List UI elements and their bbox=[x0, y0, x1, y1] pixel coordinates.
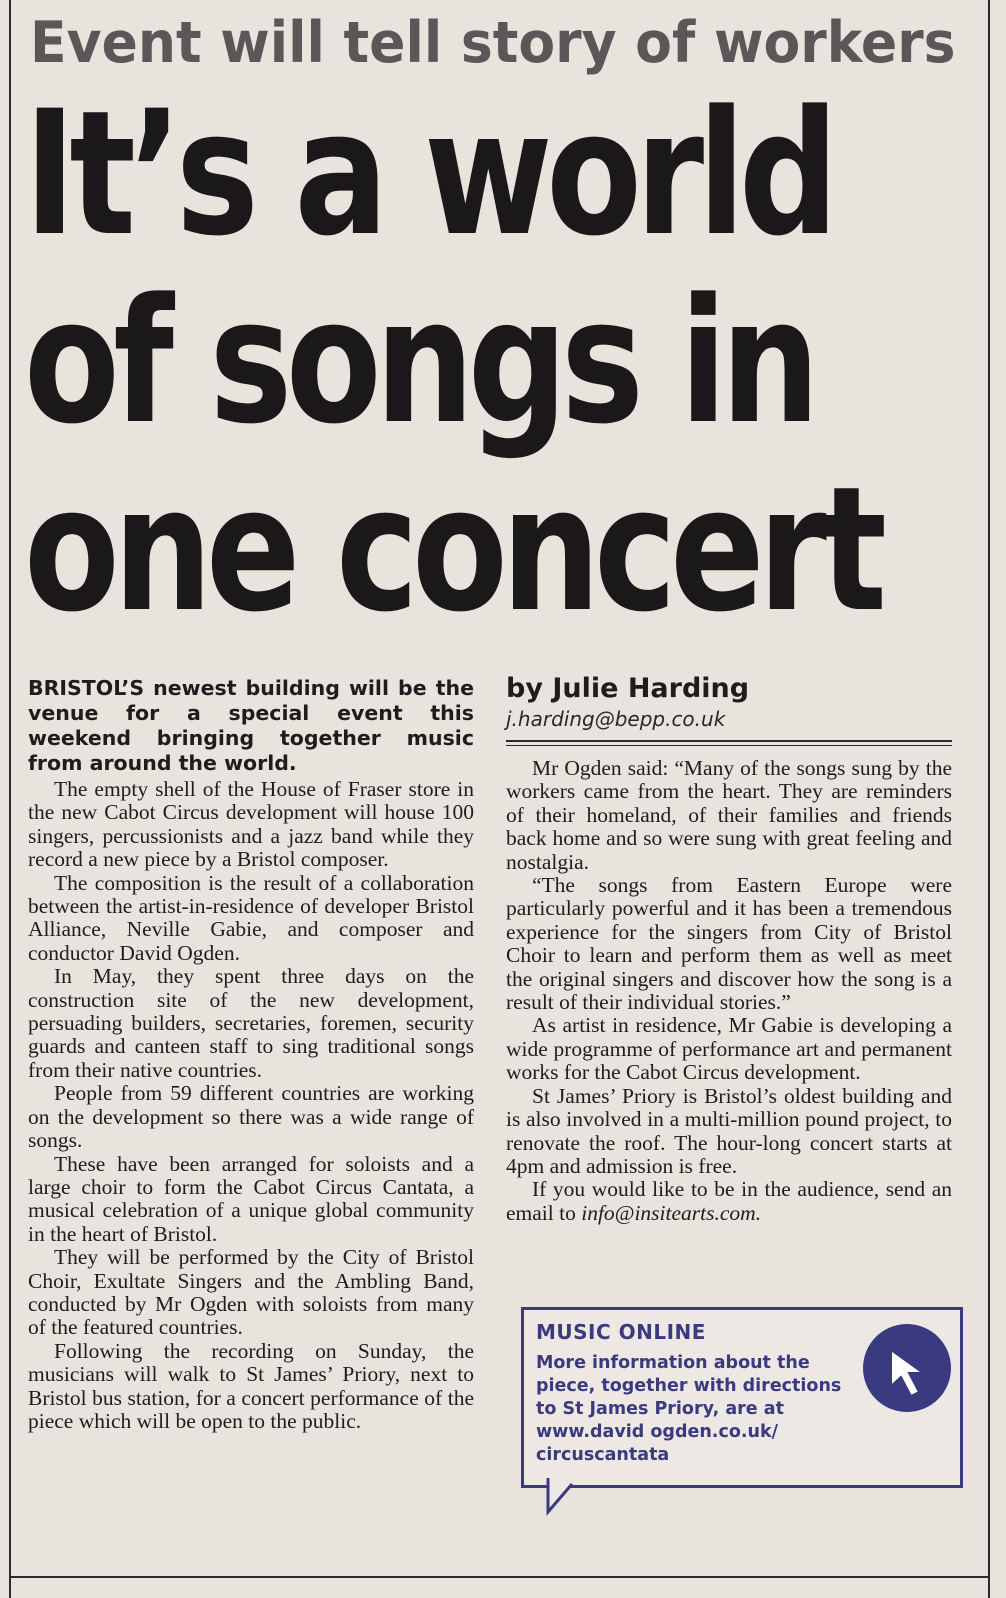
paragraph: Mr Ogden said: “Many of the songs sung by the workers came from the heart. They are reminders of their homeland, of their families and friends back home and so were sung with great feeling and nostalgia. bbox=[506, 756, 952, 874]
infobox-body: More information about the piece, together with directions to St James Priory, are at www.david ogden.co.uk/ circuscantata bbox=[536, 1353, 842, 1465]
paragraph: The composition is the result of a collaboration between the artist-in-residence of developer Bristol Alliance, Neville Gabie, and composer and conductor David Ogden. bbox=[28, 870, 474, 965]
headline-line-3: one concert bbox=[24, 449, 881, 650]
paragraph: Following the recording on Sunday, the musicians will walk to St James’ Priory, next to Bristol bus station, for a concert performance of the piece which will be open to the public. bbox=[28, 1338, 474, 1433]
column-rule-left bbox=[9, 0, 11, 1598]
byline-divider bbox=[506, 740, 952, 742]
byline bbox=[506, 672, 952, 746]
page-rule-bottom bbox=[9, 1576, 990, 1578]
author-name: by Julie Harding bbox=[506, 673, 750, 704]
left-column bbox=[28, 676, 474, 1433]
infobox-title: MUSIC ONLINE bbox=[536, 1320, 706, 1344]
paragraph: In May, they spent three days on the construction site of the new development, persuading builders, secretaries, foremen, security guards and canteen staff to sing traditional songs from their native countries. bbox=[28, 964, 474, 1082]
paragraph: These have been arranged for soloists and a large choir to form the Cabot Circus Cantata, a musical celebration of a unique global community in the heart of Bristol. bbox=[28, 1151, 474, 1246]
paragraph: St James’ Priory is Bristol’s oldest building and is also involved in a multi-million pound project, to renovate the roof. The hour-long concert starts at 4pm and admission is free. bbox=[506, 1083, 952, 1178]
headline-line-2: of songs in bbox=[24, 261, 814, 462]
headline-line-1: It’s a world bbox=[24, 73, 833, 274]
author-email[interactable]: j.harding@bepp.co.uk bbox=[506, 707, 726, 731]
closing-text: If you would like to be in the audience, send an email to bbox=[506, 1177, 952, 1225]
cursor-arrow-icon bbox=[861, 1322, 953, 1414]
contact-email[interactable]: info@insitearts.com. bbox=[581, 1200, 762, 1225]
right-column bbox=[506, 757, 952, 1225]
speech-tail bbox=[528, 1478, 588, 1516]
paragraph: They will be performed by the City of Bristol Choir, Exultate Singers and the Ambling Band, conducted by Mr Ogden with soloists from many of the featured countries. bbox=[28, 1245, 474, 1340]
kicker-headline: Event will tell story of workers bbox=[30, 10, 956, 76]
standfirst: BRISTOL’S newest building will be the venue for a special event this weekend bringing together music from around the world. bbox=[28, 676, 474, 775]
paragraph: “The songs from Eastern Europe were particularly powerful and it has been a tremendous experience for the singers from City of Bristol Choir to learn and perform them as well as meet the original singers and discover how the song is a result of their individual stories.” bbox=[506, 873, 952, 1015]
paragraph: People from 59 different countries are working on the development so there was a wide range of songs. bbox=[28, 1081, 474, 1153]
paragraph: As artist in residence, Mr Gabie is developing a wide programme of performance art and permanent works for the Cabot Circus development. bbox=[506, 1013, 952, 1085]
music-online-box bbox=[521, 1307, 963, 1488]
closing-paragraph bbox=[506, 1178, 952, 1225]
byline-divider-thin bbox=[506, 745, 952, 746]
paragraph: The empty shell of the House of Fraser store in the new Cabot Circus development will house 100 singers, percussionists and a jazz band while they record a new piece by a Bristol composer. bbox=[28, 777, 474, 872]
main-headline bbox=[24, 73, 915, 650]
column-rule-right bbox=[988, 0, 990, 1598]
